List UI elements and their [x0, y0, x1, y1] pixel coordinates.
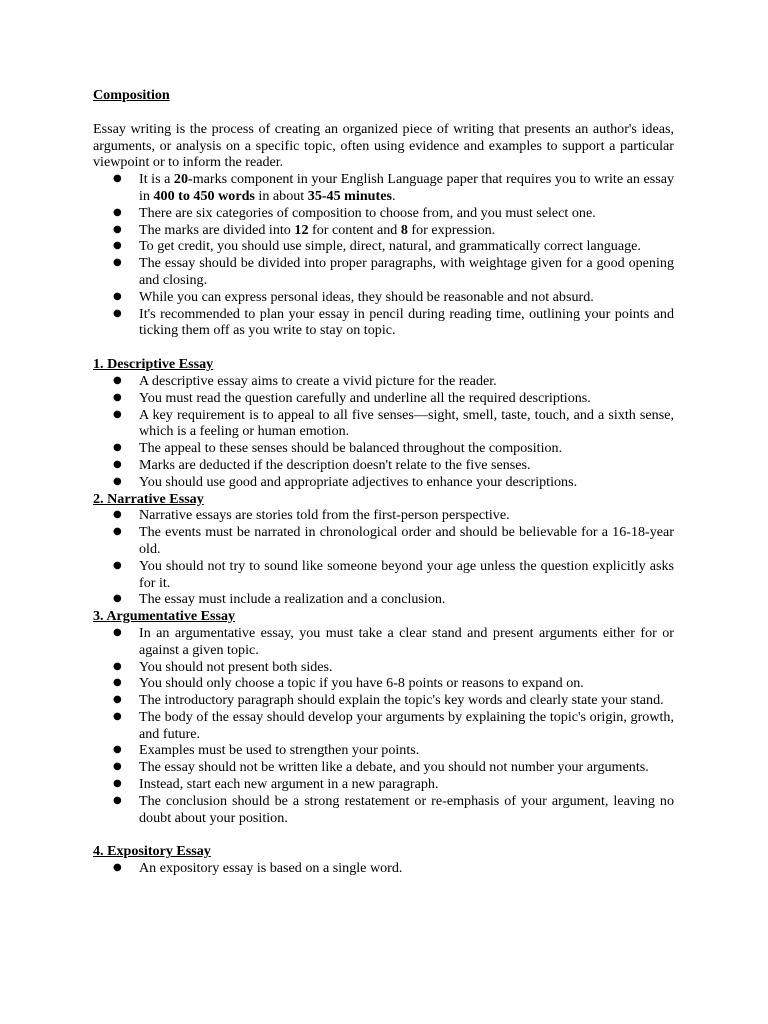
bullet-icon: ●	[113, 710, 122, 722]
list-item: ● The events must be narrated in chronological order and should be believable for a 16-18-year old.	[113, 524, 674, 557]
descriptive-bullet-list	[93, 373, 674, 491]
bullet-icon: ●	[113, 257, 122, 269]
list-item: ● A descriptive essay aims to create a vivid picture for the reader.	[113, 372, 497, 389]
list-item: ● There are six categories of composition to choose from, and you must select one.	[113, 204, 596, 221]
list-item: ● You should use good and appropriate adjectives to enhance your descriptions.	[113, 473, 578, 490]
spacer	[93, 339, 674, 356]
list-item: ● You must read the question carefully and underline all the required descriptions.	[113, 389, 591, 406]
list-item: ● Examples must be used to strengthen your points.	[113, 742, 420, 759]
list-item: ● Narrative essays are stories told from the first-person perspective.	[113, 507, 510, 524]
list-item: ● The introductory paragraph should explain the topic's key words and clearly state your stand.	[113, 692, 664, 709]
list-item: ● Instead, start each new argument in a new paragraph.	[113, 776, 439, 793]
argumentative-bullet-list	[93, 625, 674, 827]
bullet-icon: ●	[113, 206, 122, 218]
bullet-icon: ●	[113, 744, 122, 756]
spacer	[93, 826, 674, 843]
list-item: ● You should not try to sound like someone beyond your age unless the question explicitly asks for it.	[113, 557, 674, 591]
bullet-icon: ●	[113, 475, 122, 487]
list-item: ● The conclusion should be a strong restatement or re-emphasis of your argument, leaving no doubt about your position.	[113, 792, 674, 826]
bullet-icon: ●	[113, 761, 122, 773]
list-item: ● You should only choose a topic if you have 6-8 points or reasons to expand on.	[113, 675, 584, 692]
list-item: ● In an argumentative essay, you must take a clear stand and present arguments either for or against a given topic.	[113, 624, 674, 658]
bullet-icon: ●	[113, 391, 122, 403]
bullet-icon: ●	[113, 307, 122, 319]
list-item: ● The essay should be divided into proper paragraphs, with weightage given for a good opening and closing.	[113, 255, 674, 288]
list-item: ● The essay must include a realization and a conclusion.	[113, 591, 446, 608]
narrative-bullet-list	[93, 507, 674, 608]
page-title: Composition	[93, 87, 170, 103]
intro-paragraph: Essay writing is the process of creating an organized piece of writing that presents an author's ideas, arguments, or analysis on a specific topic, often using evidence and examples to support a particular viewpoint or to inform the reader.	[93, 120, 674, 171]
bullet-icon: ●	[113, 509, 122, 521]
bullet-icon: ●	[113, 290, 122, 302]
bullet-icon: ●	[113, 694, 122, 706]
section-heading-argumentative: 3. Argumentative Essay	[93, 608, 236, 625]
bullet-icon: ●	[113, 442, 122, 454]
list-item: ● While you can express personal ideas, they should be reasonable and not absurd.	[113, 288, 594, 305]
bullet-icon: ●	[113, 240, 122, 252]
list-item: ● It's recommended to plan your essay in pencil during reading time, outlining your points and ticking them off as you write to stay on topic.	[113, 305, 674, 339]
bullet-icon: ●	[113, 526, 122, 538]
intro-bullet-list	[93, 171, 674, 339]
bullet-icon: ●	[113, 677, 122, 689]
expository-bullet-list	[93, 860, 674, 877]
list-item: ● It is a 20-marks component in your English Language paper that requires you to write an essay in 400 to 450 words in about 35-45 minutes.	[113, 171, 674, 204]
section-heading-narrative: 2. Narrative Essay	[93, 490, 204, 507]
list-item: ● The body of the essay should develop your arguments by explaining the topic's origin, growth, and future.	[113, 708, 674, 742]
bullet-icon: ●	[113, 374, 122, 386]
list-item: ● A key requirement is to appeal to all five senses—sight, smell, taste, touch, and a sixth sense, which is a feeling or human emotion.	[113, 406, 674, 440]
list-item: ● The essay should not be written like a debate, and you should not number your arguments.	[113, 759, 649, 776]
list-item: ● To get credit, you should use simple, direct, natural, and grammatically correct language.	[113, 238, 641, 255]
list-item: ● An expository essay is based on a single word.	[113, 860, 403, 877]
bullet-icon: ●	[113, 223, 122, 235]
bullet-icon: ●	[113, 458, 122, 470]
bullet-icon: ●	[113, 778, 122, 790]
list-item: ● You should not present both sides.	[113, 658, 333, 675]
list-item: ● Marks are deducted if the description doesn't relate to the five senses.	[113, 456, 531, 473]
bullet-icon: ●	[113, 794, 122, 806]
bullet-icon: ●	[113, 626, 122, 638]
list-item: ● The appeal to these senses should be balanced throughout the composition.	[113, 440, 563, 457]
section-heading-expository: 4. Expository Essay	[93, 843, 211, 860]
bullet-icon: ●	[113, 173, 122, 185]
bullet-icon: ●	[113, 593, 122, 605]
bullet-icon: ●	[113, 660, 122, 672]
bullet-icon: ●	[113, 559, 122, 571]
bullet-icon: ●	[113, 408, 122, 420]
list-item: ● The marks are divided into 12 for content and 8 for expression.	[113, 221, 496, 238]
bullet-icon: ●	[113, 862, 122, 874]
section-heading-descriptive: 1. Descriptive Essay	[93, 356, 214, 373]
